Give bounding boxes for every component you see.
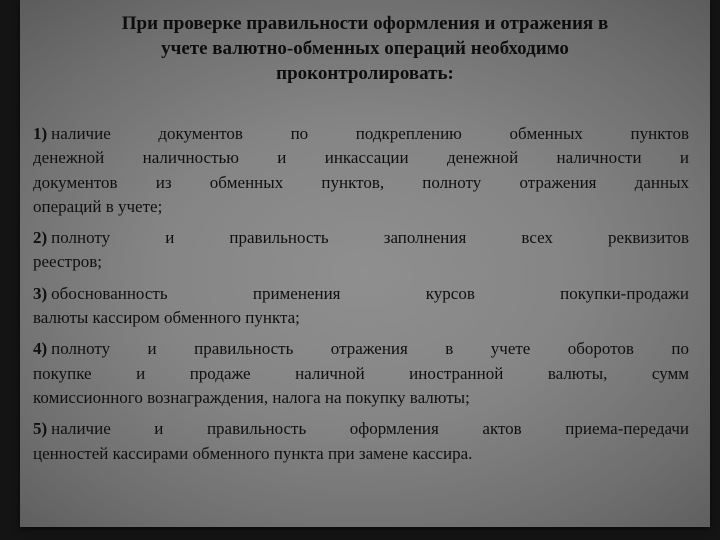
list-item-1 bbox=[33, 122, 689, 219]
slide-title bbox=[50, 11, 680, 86]
item-4-line-3: комиссионного вознаграждения, налога на покупку валюты; bbox=[33, 387, 470, 407]
list-item-3 bbox=[33, 282, 689, 331]
slide-panel bbox=[20, 0, 710, 527]
item-5-text-1: наличие и правильность оформления актов приема-передачи bbox=[51, 419, 689, 439]
item-4-text-1: полноту и правильность отражения в учете оборотов по bbox=[51, 339, 689, 359]
item-2-text-1: полноту и правильность заполнения всех реквизитов bbox=[51, 228, 689, 248]
item-1-text-1: наличие документов по подкреплению обменных пунктов bbox=[51, 124, 689, 143]
item-3-text-1: обоснованность применения курсов покупки-продажи bbox=[51, 283, 689, 303]
item-5-line-1 bbox=[33, 417, 689, 441]
item-4-number: 4) bbox=[33, 339, 48, 359]
title-line-3: проконтролировать: bbox=[276, 63, 454, 84]
item-1-line-1 bbox=[33, 122, 689, 146]
list-item-4 bbox=[33, 337, 689, 410]
item-3-number: 3) bbox=[33, 283, 48, 303]
item-1-line-3: документов из обменных пунктов, полноту отражения данных bbox=[33, 172, 689, 192]
item-4-line-2: покупке и продаже наличной иностранной валюты, сумм bbox=[33, 363, 689, 383]
item-2-line-1 bbox=[33, 226, 689, 250]
item-2-line-2: реестров; bbox=[33, 252, 102, 272]
control-items-list bbox=[33, 122, 689, 473]
item-3-line-2: валюты кассиром обменного пункта; bbox=[33, 308, 300, 328]
item-4-line-1 bbox=[33, 337, 689, 361]
item-1-line-4: операций в учете; bbox=[33, 196, 163, 216]
item-5-line-2: ценностей кассирами обменного пункта при замене кассира. bbox=[33, 443, 473, 463]
item-3-line-1 bbox=[33, 282, 689, 306]
list-item-5 bbox=[33, 417, 689, 466]
item-1-line-2: денежной наличностью и инкассации денежной наличности и bbox=[33, 148, 689, 168]
title-line-2: учете валютно-обменных операций необходимо bbox=[161, 38, 569, 59]
list-item-2 bbox=[33, 226, 689, 275]
item-5-number: 5) bbox=[33, 419, 48, 439]
item-1-number: 1) bbox=[33, 124, 48, 143]
item-2-number: 2) bbox=[33, 228, 48, 248]
title-line-1: При проверке правильности оформления и отражения в bbox=[121, 13, 609, 34]
